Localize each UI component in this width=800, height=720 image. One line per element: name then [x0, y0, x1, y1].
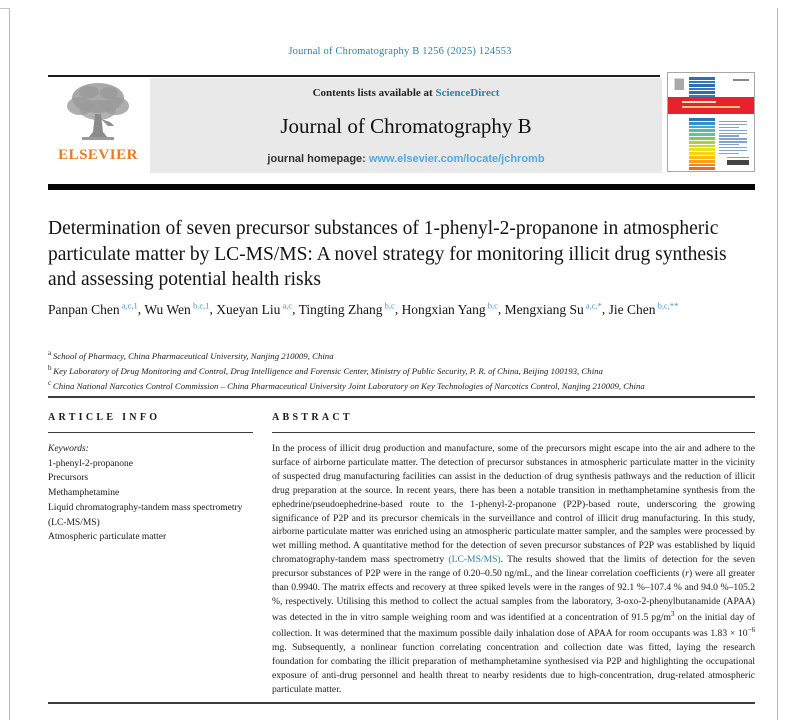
abstract-heading: ABSTRACT — [272, 412, 755, 433]
author-affil-sup: b,c,1 — [190, 300, 210, 310]
abstract-segment: −6 — [747, 625, 755, 634]
author-affil-sup: a,c — [280, 300, 293, 310]
cover-bar — [689, 118, 715, 121]
page-edge-top — [0, 8, 10, 9]
cover-publisher-glyph — [674, 78, 684, 90]
author-list: Panpan Chen $^{a,c,1}$, Wu Wen $^{b,c,1}$, Xueyan Liu $^{a,c}$, Tingting Zhang $^{b,c}$, Hongxian Yang $^{b,c}$, Mengxiang Su $^{a,c,*}$, Jie Chen $^{b,c,**}$ — [48, 300, 679, 317]
cover-bar — [689, 148, 715, 151]
elsevier-wordmark: ELSEVIER — [58, 147, 138, 163]
author-affil-sup: b,c,** — [655, 300, 679, 310]
keyword: Atmospheric particulate matter — [48, 532, 167, 543]
abstract-segment: on the initial day of collection. It was determined that the maximum possible daily inhalation dose of APAA for room occupants was 1.83 × 10 — [272, 612, 755, 640]
sciencedirect-link[interactable]: ScienceDirect — [435, 87, 500, 99]
cover-bar — [689, 137, 715, 140]
cover-text-line — [719, 133, 747, 134]
keyword-list — [48, 457, 253, 545]
cover-stripe — [689, 81, 715, 84]
author-affil-sup: a,c,1 — [119, 300, 138, 310]
cover-text-line — [719, 141, 747, 142]
abstract-segment: . The results showed that the limits of detection for the seven precursor substances of P2P were in the range of 0.20–0.50 ng/mL, and the linear correlation coefficients ( — [272, 554, 755, 580]
author: Wu Wen $^{b,c,1}$ — [144, 300, 210, 317]
cover-text-line — [719, 147, 747, 148]
cover-bar — [689, 133, 715, 136]
contents-line — [313, 87, 500, 99]
journal-citation: Journal of Chromatography B 1256 (2025) 124553 — [288, 46, 512, 57]
cover-barcode — [727, 160, 749, 165]
journal-header — [48, 75, 755, 176]
abstract-segment: In the process of illicit drug production and manufacture, some of the precursors might escape into the air and adhere to the surface of airborne particulate matter. The detection of precursor substances in atmospheric particulate matter in the vicinity of suspected drug manufacturing facilities can assist in the deduction of drug synthesis pathways and the reduction of illicit drug preparation at the source. In recent years, there has been a notable transition in methamphetamine synthesis from the ephedrine/pseudoephedrine-based route to the 1-phenyl-2-propanone (P2P)-based route, underscoring the growing significance of P2P and its precursor chemicals in the surveillance and control of illicit drug manufacturing. In this study, airborne particulate matter was enriched using an atmospheric particulate matter sampler, and the samples were processed by wet milling method. A quantitative method for the detection of seven precursor substances of P2P was established by liquid chromatography-tandem mass spectrometry — [272, 443, 755, 566]
header-divider-bar — [48, 184, 755, 190]
affiliation-list — [48, 348, 755, 393]
section-rule-bottom — [48, 702, 755, 704]
keyword: Precursors — [48, 473, 89, 484]
page-edge-right — [777, 8, 778, 720]
cover-text-line — [719, 127, 739, 128]
lcmsms-link[interactable]: (LC-MS/MS) — [448, 554, 501, 566]
author: Hongxian Yang $^{b,c}$ — [401, 300, 498, 317]
author-affil-sup: b,c — [485, 300, 498, 310]
abstract-segment: 3 — [671, 609, 675, 618]
author: Panpan Chen $^{a,c,1}$ — [48, 300, 138, 317]
affiliation: $^b$ Key Laboratory of Drug Monitoring and Control, Drug Intelligence and Forensic Center, Ministry of Public Security, P. R. of China, Beijing 100193, China — [48, 364, 603, 377]
cover-bars — [689, 118, 715, 171]
journal-title: Journal of Chromatography B — [280, 113, 532, 138]
homepage-line — [267, 153, 544, 165]
article-title: Determination of seven precursor substances of 1-phenyl-2-propanone in atmospheric particulate matter by LC-MS/MS: A novel strategy for monitoring illicit drug synthesis and assessing potential health risks — [48, 218, 727, 291]
abstract-column — [272, 412, 755, 697]
cover-bar — [689, 167, 715, 170]
cover-text-line — [719, 144, 739, 145]
abstract-segment: ) were all greater than 0.9940. The matrix effects and recovery at three spiked levels were in the ranges of 92.1 %–107.4 % and 94.0 %–105.2 %, respectively. Utilising this method to collect the actual samples from the laboratory, 3-oxo-2-phenylbutanamide (APAA) was detected in the in vitro sample weighing room and was identified at a concentration of 91.5 pg/m — [272, 568, 755, 624]
author: Jie Chen $^{b,c,**}$ — [608, 300, 679, 317]
author-affil-sup: a,c,* — [583, 300, 602, 310]
cover-issue-text — [733, 79, 749, 81]
page-edge-left — [9, 8, 10, 720]
cover-bar — [689, 160, 715, 163]
keyword: Liquid chromatography-tandem mass spectrometry (LC-MS/MS) — [48, 502, 243, 528]
cover-bar — [689, 145, 715, 148]
homepage-url-link[interactable]: www.elsevier.com/locate/jchromb — [368, 153, 545, 165]
cover-text-line — [719, 138, 747, 139]
cover-bar — [689, 122, 715, 125]
journal-cover-thumbnail — [667, 72, 755, 172]
keywords-label: Keywords: — [48, 444, 89, 454]
author: Mengxiang Su $^{a,c,*}$ — [504, 300, 602, 317]
abstract-segment: r — [685, 568, 689, 580]
cover-text-line — [719, 150, 747, 151]
cover-text-line — [727, 157, 749, 158]
header-top-rule — [48, 75, 660, 77]
author: Tingting Zhang $^{b,c}$ — [298, 300, 395, 317]
cover-red-banner — [668, 97, 754, 114]
cover-stripe — [689, 91, 715, 94]
keyword: Methamphetamine — [48, 488, 120, 499]
cover-textlines — [719, 121, 747, 156]
cover-bar — [689, 152, 715, 155]
cover-text-line — [719, 130, 747, 131]
cover-text-line — [719, 124, 747, 125]
affiliation: $^a$ School of Pharmacy, China Pharmaceutical University, Nanjing 210009, China — [48, 349, 334, 361]
cover-text-line — [719, 121, 747, 122]
cover-bar — [689, 129, 715, 132]
contents-prefix: Contents lists available at — [312, 87, 436, 99]
cover-banner-text-line — [682, 101, 716, 103]
elsevier-logo[interactable] — [48, 80, 148, 174]
cover-bar — [689, 164, 715, 167]
section-rule-top — [48, 396, 755, 398]
journal-banner — [150, 78, 662, 173]
cover-text-line — [719, 153, 739, 154]
cover-stripe — [689, 88, 715, 91]
keywords-block — [48, 442, 253, 545]
abstract-text — [272, 442, 755, 697]
cover-bar — [689, 141, 715, 144]
keyword: 1-phenyl-2-propanone — [48, 458, 133, 469]
author-affil-sup: b,c — [382, 300, 395, 310]
affiliation: $^c$ China National Narcotics Control Commission – China Pharmaceutical University Joint Laboratory on Key Technologies of Narcotics Control, Nanjing 210009, China — [48, 379, 645, 392]
article-info-heading: ARTICLE INFO — [48, 412, 253, 433]
cover-stripe — [689, 84, 715, 87]
cover-text-line — [719, 135, 739, 136]
homepage-prefix: journal homepage: — [267, 153, 369, 165]
cover-banner-text-line — [682, 106, 740, 108]
cover-stripes — [689, 77, 715, 99]
elsevier-tree-icon — [48, 80, 148, 146]
cover-bar — [689, 156, 715, 159]
cover-bar — [689, 126, 715, 129]
abstract-segment: mg. Subsequently, a nonlinear function correlating concentration and collection date was fitted, laying the research foundation for combating the illicit preparation of methamphetamine synthesised via P2P and highlighting the occupational exposure of anti-drug personnel and health threat to nearby residents due to high-concentration, drug-related atmospheric particulate matter. — [272, 642, 755, 695]
article-info-column — [48, 412, 253, 545]
cover-stripe — [689, 77, 715, 80]
author: Xueyan Liu $^{a,c}$ — [216, 300, 293, 317]
